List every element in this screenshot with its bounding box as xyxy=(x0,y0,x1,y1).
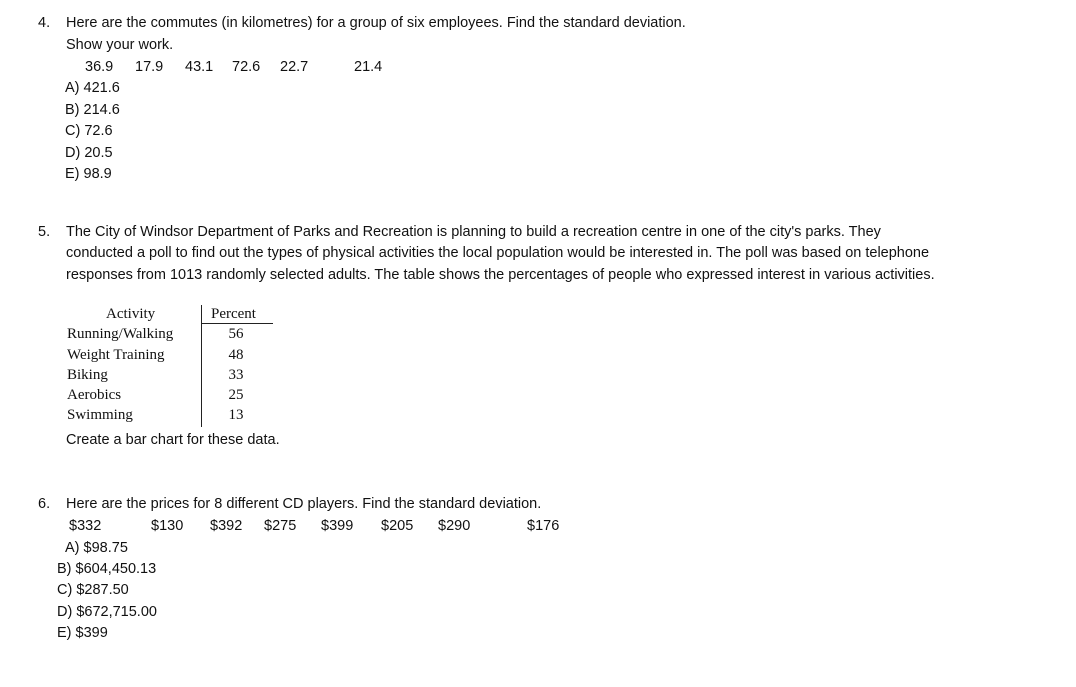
q4-value: 17.9 xyxy=(135,59,164,75)
q6-prompt-line-1: Here are the prices for 8 different CD players. Find the standard deviation. xyxy=(66,496,542,512)
table-cell-percent: 48 xyxy=(228,347,244,363)
q4-option-c: C) 72.6 xyxy=(65,123,113,139)
table-cell-percent: 25 xyxy=(228,387,244,403)
q4-option-a: A) 421.6 xyxy=(65,80,120,96)
q6-option-b: B) $604,450.13 xyxy=(57,561,157,577)
q6-option-a: A) $98.75 xyxy=(65,540,128,556)
q4-prompt-line-2: Show your work. xyxy=(66,37,174,53)
q6-price: $399 xyxy=(321,518,354,534)
q4-number: 4. xyxy=(38,15,51,31)
q4-value: 21.4 xyxy=(354,59,383,75)
q6-price: $290 xyxy=(438,518,471,534)
q6-option-d: D) $672,715.00 xyxy=(57,604,157,620)
table-cell-activity: Swimming xyxy=(67,407,133,423)
q5-number: 5. xyxy=(38,224,51,240)
q6-price: $205 xyxy=(381,518,414,534)
table-header-activity: Activity xyxy=(106,306,156,322)
q6-price: $332 xyxy=(69,518,102,534)
q6-price: $275 xyxy=(264,518,297,534)
q5-prompt-line-3: responses from 1013 randomly selected adults. The table shows the percentages of people who expressed interest in various activities. xyxy=(66,267,935,283)
table-header-percent: Percent xyxy=(211,306,256,322)
q4-option-e: E) 98.9 xyxy=(65,166,112,182)
table-cell-activity: Running/Walking xyxy=(67,326,174,342)
table-cell-activity: Biking xyxy=(67,367,108,383)
q4-value: 43.1 xyxy=(185,59,214,75)
table-cell-percent: 13 xyxy=(228,407,244,423)
q4-value: 36.9 xyxy=(85,59,114,75)
table-cell-percent: 33 xyxy=(228,367,244,383)
q6-option-e: E) $399 xyxy=(57,625,108,641)
table-cell-activity: Weight Training xyxy=(67,347,165,363)
q6-number: 6. xyxy=(38,496,51,512)
q4-value: 72.6 xyxy=(232,59,261,75)
q4-prompt-line-1: Here are the commutes (in kilometres) for a group of six employees. Find the standard deviation. xyxy=(66,15,686,31)
q6-option-c: C) $287.50 xyxy=(57,582,129,598)
q5-instruction: Create a bar chart for these data. xyxy=(66,432,280,448)
q6-price: $130 xyxy=(151,518,184,534)
table-cell-activity: Aerobics xyxy=(67,387,122,403)
q4-value: 22.7 xyxy=(280,59,309,75)
table-cell-percent: 56 xyxy=(228,326,244,342)
q5-prompt-line-1: The City of Windsor Department of Parks and Recreation is planning to build a recreation centre in one of the city's parks. They xyxy=(66,224,881,240)
q4-option-d: D) 20.5 xyxy=(65,145,113,161)
q4-option-b: B) 214.6 xyxy=(65,102,120,118)
q6-price: $392 xyxy=(210,518,243,534)
table-divider-horizontal xyxy=(201,323,273,324)
q6-price: $176 xyxy=(527,518,560,534)
q5-prompt-line-2: conducted a poll to find out the types of physical activities the local population would be interested in. The poll was based on telephone xyxy=(66,245,930,261)
